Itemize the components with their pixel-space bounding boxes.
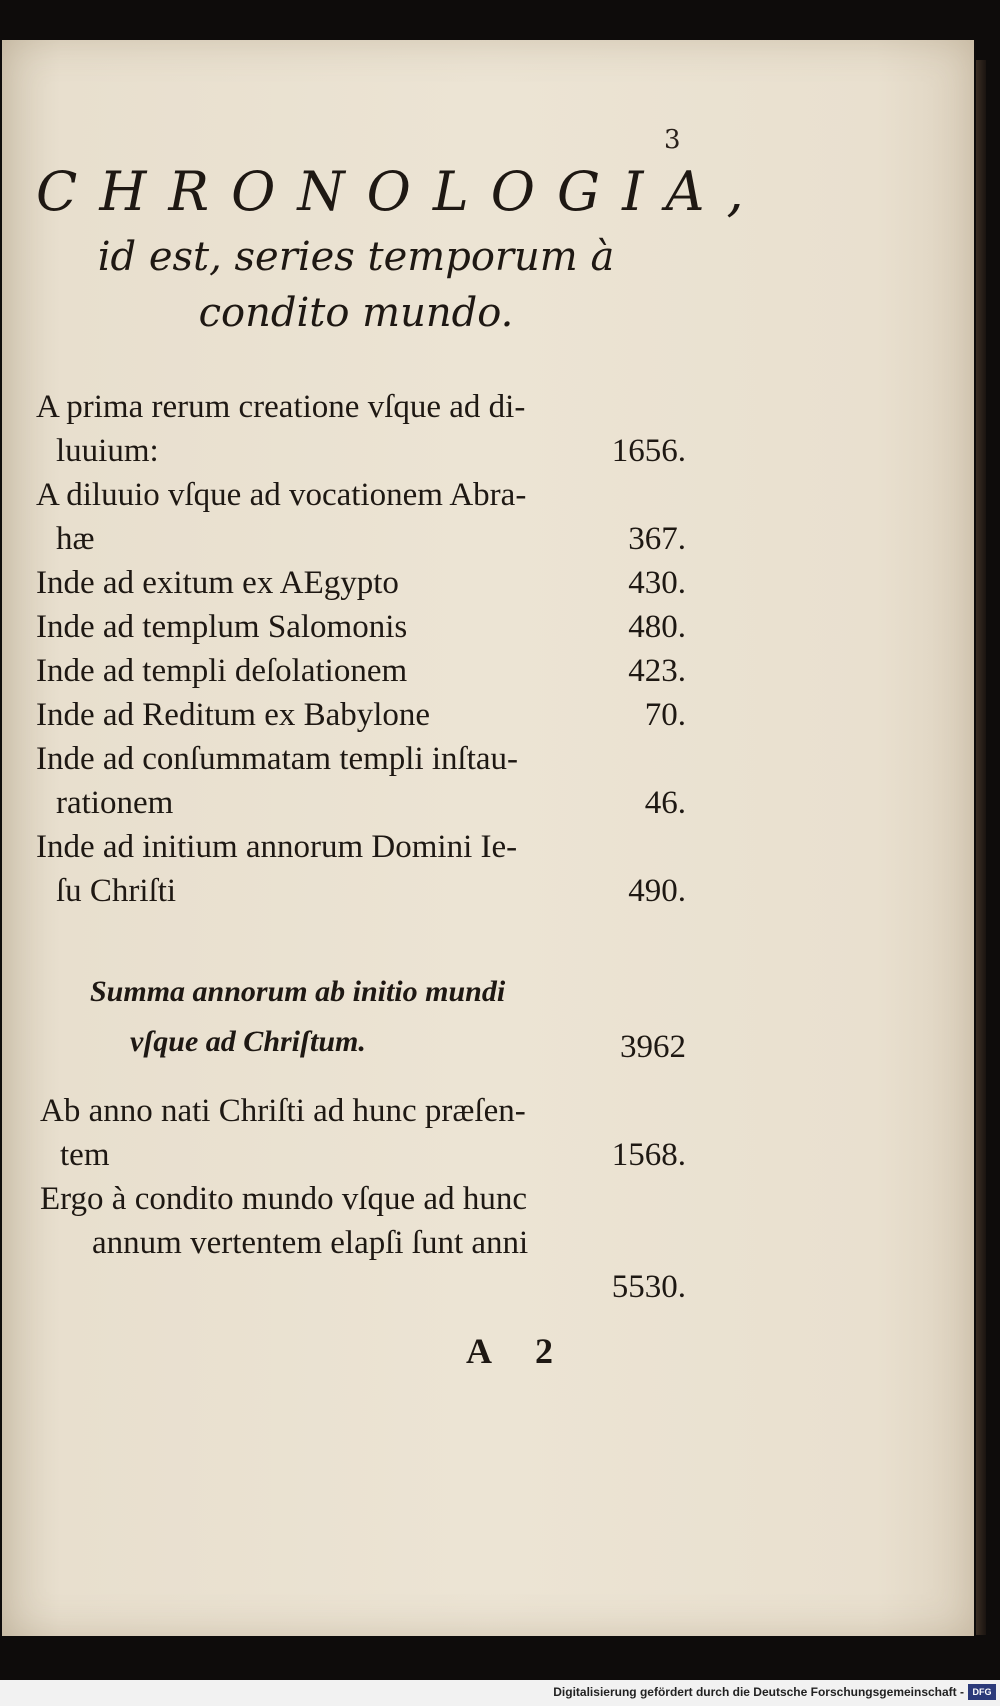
page-edge <box>976 60 986 1635</box>
entry-text: rationem <box>56 785 174 821</box>
entry-years: 5530. <box>611 1269 686 1305</box>
entry-text: annum vertentem elapſi ſunt anni <box>92 1225 529 1261</box>
list-item <box>40 1093 686 1137</box>
footer-credit: Digitalisierung gefördert durch die Deutsche Forschungsgemeinschaft - <box>553 1685 964 1699</box>
entry-text: Inde ad exitum ex AEgypto <box>36 565 399 601</box>
subtitle-line-1: id est, series temporum à <box>97 234 615 280</box>
entry-years: 70. <box>644 697 686 733</box>
footer-bar <box>0 1680 1000 1706</box>
list-item <box>36 697 686 741</box>
list-item <box>36 873 686 917</box>
list-item <box>40 1137 686 1181</box>
entry-text: Ab anno nati Chriſti ad hunc præſen- <box>40 1093 526 1129</box>
entry-text: A diluuio vſque ad vocationem Abra- <box>36 477 527 513</box>
entry-text: A prima rerum creatione vſque ad di- <box>36 389 526 425</box>
list-item <box>36 785 686 829</box>
list-item <box>36 653 686 697</box>
list-item <box>36 389 686 433</box>
entry-years: 423. <box>628 653 686 689</box>
list-item <box>40 1269 686 1313</box>
entry-years: 1656. <box>611 433 686 469</box>
list-item <box>40 1225 686 1269</box>
entry-text: Ergo à condito mundo vſque ad hunc <box>40 1181 527 1217</box>
page-number: 3 <box>664 125 681 155</box>
entry-years: 46. <box>644 785 686 821</box>
present-list <box>40 1093 686 1313</box>
entry-years: 430. <box>628 565 686 601</box>
summa-line-2: vſque ad Chriſtum. <box>130 1025 366 1058</box>
entry-text: Inde ad initium annorum Domini Ie- <box>36 829 518 865</box>
entry-text: tem <box>60 1137 110 1173</box>
list-item <box>36 741 686 785</box>
entry-years: 490. <box>628 873 686 909</box>
signature-mark: A 2 <box>466 1331 572 1371</box>
list-item <box>36 433 686 477</box>
entry-text: hæ <box>56 521 95 557</box>
list-item <box>40 1181 686 1225</box>
page-title: CHRONOLOGIA, <box>36 160 766 223</box>
chronology-list <box>36 389 686 917</box>
entry-text: luuium: <box>56 433 159 469</box>
list-item <box>36 477 686 521</box>
entry-years: 1568. <box>611 1137 686 1173</box>
entry-text: Inde ad templum Salomonis <box>36 609 408 645</box>
list-item <box>36 829 686 873</box>
entry-text: Inde ad Reditum ex Babylone <box>36 697 431 733</box>
summa-total: 3962 <box>620 1029 686 1065</box>
entry-text: ſu Chriſti <box>56 873 177 909</box>
entry-text: Inde ad conſummatam templi inſtau- <box>36 741 519 777</box>
dfg-logo: DFG <box>968 1684 996 1700</box>
summa-line-1: Summa annorum ab initio mundi <box>90 975 506 1008</box>
list-item <box>36 521 686 565</box>
entry-text: Inde ad templi deſolationem <box>36 653 408 689</box>
list-item <box>36 565 686 609</box>
entry-years: 367. <box>628 521 686 557</box>
subtitle-line-2: condito mundo. <box>198 290 514 336</box>
entry-years: 480. <box>628 609 686 645</box>
list-item <box>36 609 686 653</box>
